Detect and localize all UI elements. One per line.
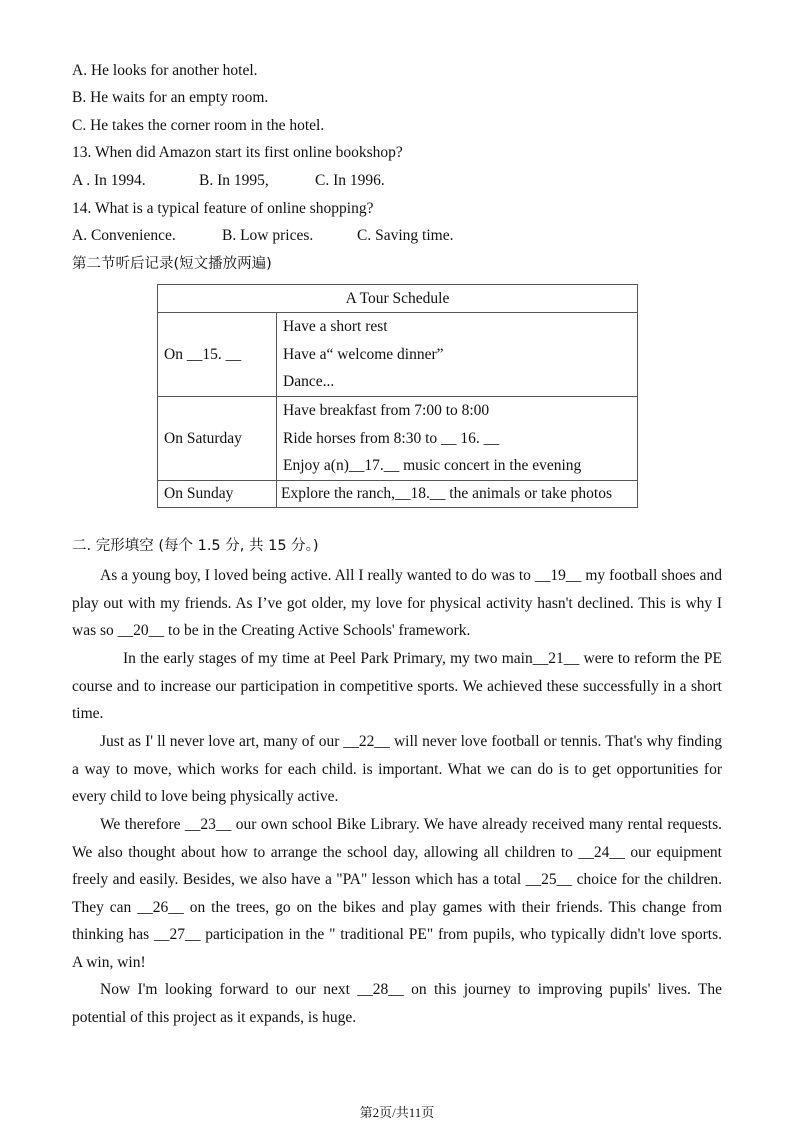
- schedule-activity: Ride horses from 8:30 to __ 16. __: [283, 429, 500, 447]
- schedule-activities: [277, 313, 638, 397]
- schedule-activity: Have a“ welcome dinner”: [283, 345, 444, 363]
- cloze-heading: 二. 完形填空 (每个 1.5 分, 共 15 分。): [72, 538, 319, 554]
- q14-option-c: C. Saving time.: [357, 227, 454, 244]
- q14-question: 14. What is a typical feature of online shopping?: [72, 200, 374, 217]
- q12-option-c: C. He takes the corner room in the hotel.: [72, 117, 325, 134]
- schedule-row: [158, 313, 638, 397]
- schedule-activity: Explore the ranch,__18.__ the animals or take photos: [277, 481, 638, 508]
- schedule-row: [158, 481, 638, 508]
- q13-option-c: C. In 1996.: [315, 172, 385, 189]
- schedule-activity: Have a short rest: [283, 318, 388, 335]
- q14-option-b: B. Low prices.: [222, 227, 314, 244]
- schedule-activities: [277, 397, 638, 481]
- cloze-paragraph: We therefore __23__ our own school Bike Library. We have already received many rental requests. We also thought about how to arrange the school day, allowing all children to __24__ our equipment freely and easily. Besides, we also have a "PA" lesson which has a total __25__ choice for the children. They can __26__ on the trees, go on the bikes and play games with their friends. This change from thinking has __27__ participation in the " traditional PE" from pupils, who typically didn't love sports. A win, win!: [72, 816, 722, 971]
- section2-heading: 第二节听后记录(短文播放两遍): [72, 256, 272, 272]
- tour-schedule-table: [157, 284, 638, 508]
- page-number: 第2页/共11页: [359, 1105, 435, 1120]
- q13-option-a: A . In 1994.: [72, 172, 146, 189]
- q13-options: [72, 171, 385, 191]
- q12-option-b: B. He waits for an empty room.: [72, 89, 269, 106]
- schedule-title: A Tour Schedule: [158, 285, 638, 313]
- q13-option-b: B. In 1995,: [199, 172, 269, 189]
- schedule-activity: Enjoy a(n)__17.__ music concert in the evening: [283, 457, 582, 475]
- q12-option-a: A. He looks for another hotel.: [72, 62, 258, 79]
- q14-options: [72, 226, 453, 246]
- schedule-activity: Dance...: [283, 373, 335, 391]
- schedule-day: On Sunday: [158, 481, 277, 508]
- schedule-activity: Have breakfast from 7:00 to 8:00: [283, 402, 490, 420]
- q13-question: 13. When did Amazon start its first online bookshop?: [72, 144, 403, 161]
- cloze-paragraph: Just as I' ll never love art, many of our __22__ will never love football or tennis. That's why finding a way to move, which works for each child. is important. What we can do is to get opportunities for every child to love being physically active.: [72, 733, 722, 806]
- cloze-paragraph: As a young boy, I loved being active. All I really wanted to do was to __19__ my football shoes and play out with my friends. As I’ve got older, my love for physical activity hasn't declined. This is why I was so __20__ to be in the Creating Active Schools' framework.: [72, 567, 722, 640]
- cloze-paragraph: In the early stages of my time at Peel Park Primary, my two main__21__ were to reform the PE course and to increase our participation in competitive sports. We achieved these successfully in a short time.: [72, 650, 722, 723]
- schedule-day: On __15. __: [158, 313, 277, 397]
- schedule-row: [158, 397, 638, 481]
- schedule-day: On Saturday: [158, 397, 277, 481]
- q14-option-a: A. Convenience.: [72, 227, 176, 244]
- cloze-paragraph: Now I'm looking forward to our next __28__ on this journey to improving pupils' lives. The potential of this project as it expands, is huge.: [72, 981, 722, 1026]
